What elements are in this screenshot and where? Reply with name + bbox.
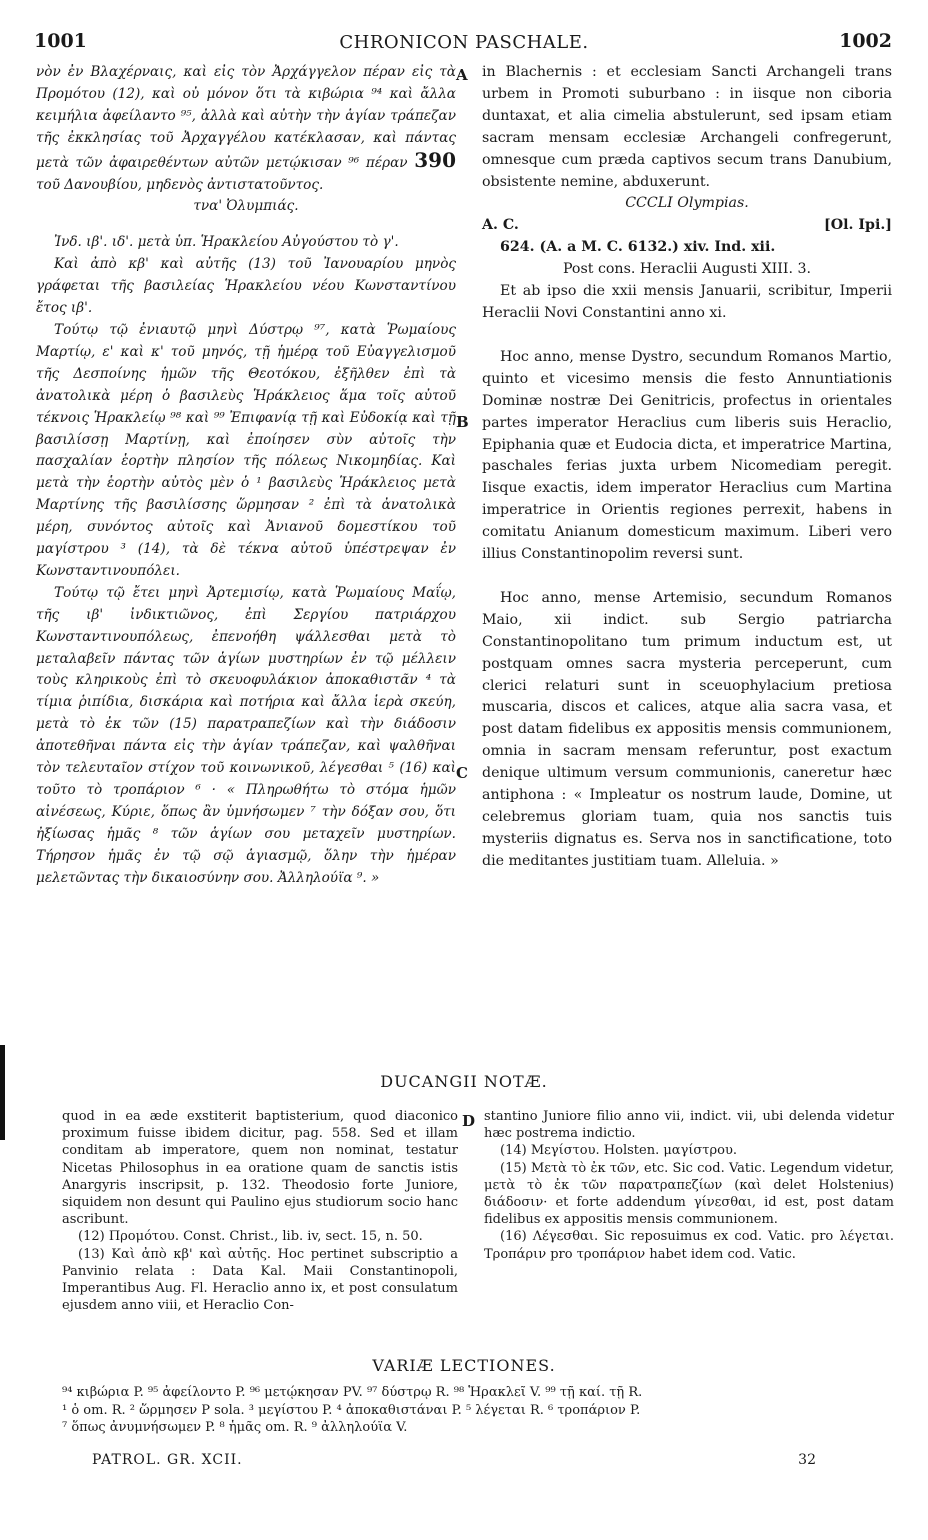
greek-olympiad: τνα' Ὀλυμπιάς. [193, 198, 299, 215]
margin-marker-b: B [456, 413, 469, 431]
running-title: CHRONICON PASCHALE. [339, 32, 589, 53]
greek-paragraph: Τούτῳ τῷ ἔτει μηνὶ Ἀρτεμισίῳ, κατὰ Ῥωμαίους Μαΐῳ, τῆς ιβ' ἰνδικτιῶνος, ἐπὶ Σεργίου πατριάρχου Κωνσταντινουπόλεως, ἐπενοήθη ψάλλεσθαι μετὰ τὸ μεταλαβεῖν πάντας τῶν ἁγίων μυστηρίων ἐν τῷ μέλλειν τοὺς κληρικοὺς ἐπὶ τὸ σκευοφυλάκιον ἀποκαθιστᾶν ⁴ τὰ τίμια ῥιπίδια, δισκάρια καὶ ποτήρια καὶ ἄλλα ἱερὰ σκεύη, μετὰ τὸ ἐκ τῶν (15) παρατραπεζίων καὶ τὴν διάδοσιν ἀποτεθῆναι πάντα εἰς τὴν ἁγίαν τράπεζαν, καὶ ψαλθῆναι τὸν τελευταῖον στίχον τοῦ κοινωνικοῦ, λέγεσθαι ⁵ (16) καὶ τοῦτο τὸ τροπάριον ⁶ · « Πληρωθήτω τὸ στόμα ἡμῶν αἰνέσεως, Κύριε, ὅπως ἂν ὑμνήσωμεν ⁷ τὴν δόξαν σου, ὅτι ἠξίωσας ἡμᾶς ⁸ τῶν ἁγίων σου μεταχεῖν μυστηρίων. Τήρησον ἡμᾶς ἐν τῷ σῷ ἁγιασμῷ, ὅλην τὴν ἡμέραν μελετῶντας τὴν δικαιοσύνην σου. Ἀλληλούϊα ⁹. » [36, 584, 456, 886]
note-paragraph: quod in ea æde exstiterit baptisterium, quod diaconico proximum fuisse ibidem dicitur, pag. 558. Sed et illam conditam ab imperatore, quem non nominat, testatur Nicetas Philosophus in ea oratione quam de sanctis istis Anargyris inscripsit, p. 132. Theodosio forte Juniore, siquidem non desunt qui Paulino ejus studiorum socio hanc ascribunt. [62, 1109, 458, 1228]
year-entry: 624. (A. a M. C. 6132.) xiv. Ind. xii. [500, 239, 776, 256]
greek-paragraph: νὸν ἐν Βλαχέρναις, καὶ εἰς τὸν Ἀρχάγγελον πέραν εἰς τὰ Προμότου (12), καὶ οὐ μόνον ὅτι τὰ κιβώρια ⁹⁴ καὶ ἄλλα κειμήλια ἀφείλαντο ⁹⁵, ἀλλὰ καὶ αὐτὴν τὴν ἁγίαν τράπεζαν τῆς ἐκκλησίας τοῦ Ἀρχαγγέλου κατέκλασαν, καὶ πάντας μετὰ τῶν ἀφαιρεθέντων αὐτῶν μετῴκισαν ⁹⁶ πέραν 390 τοῦ Δανουβίου, μηδενὸς ἀντιστατοῦντος. [36, 64, 456, 193]
consulate-line: Post cons. Heraclii Augusti XIII. 3. [562, 261, 812, 278]
variant-line: ¹ ὁ om. R. ² ὥρμησεν P sola. ³ μεγίστου P. ⁴ ἀποκαθιστάναι P. ⁵ λέγεται R. ⁶ τροπάριον P. [62, 1402, 641, 1418]
scan-edge-mark [0, 1045, 5, 1140]
olympiad-ref: [Ol. Ipi.] [824, 217, 892, 234]
greek-paragraph: Καὶ ἀπὸ κβ' καὶ αὐτῆς (13) τοῦ Ἰανουαρίου μηνὸς γράφεται τῆς βασιλείας Ἡρακλείου νέου Κωνσταντίνου ἔτος ιβ'. [36, 256, 456, 317]
page-number-right: 1002 [839, 30, 892, 52]
footer-volume: PATROL. GR. XCII. [92, 1452, 243, 1468]
note-paragraph: (14) Μεγίστου. Holsten. μαγίστρου. [500, 1143, 738, 1159]
note-paragraph: (12) Προμότου. Const. Christ., lib. iv, sect. 15, n. 50. [78, 1229, 423, 1245]
notes-right-column [484, 1108, 894, 1263]
margin-marker-c: C [456, 764, 468, 782]
greek-column [36, 62, 456, 890]
column-number-390: 390 [414, 147, 456, 172]
note-paragraph: (13) Καὶ ἀπὸ κβ' καὶ αὐτῆς. Hoc pertinet subscriptio a Panvinio relata : Data Kal. Maii Constantinopoli, Imperantibus Aug. Fl. Heraclio anno ix, et post consulatum ejusdem anno viii, et Heraclio Con- [62, 1246, 458, 1314]
year-line [482, 215, 892, 237]
latin-column [482, 62, 892, 873]
footer-signature: 32 [798, 1452, 816, 1468]
note-paragraph: (16) Λέγεσθαι. Sic reposuimus ex cod. Vatic. pro λέγεται. Τροπάριν pro τροπάριον habet idem cod. Vatic. [484, 1229, 894, 1262]
latin-paragraph: Et ab ipso die xxii mensis Januarii, scribitur, Imperii Heraclii Novi Constantini anno xi. [482, 283, 892, 321]
variae-lectiones-title: VARIÆ LECTIONES. [372, 1356, 556, 1375]
latin-paragraph: Hoc anno, mense Artemisio, secundum Romanos Maio, xii indict. sub Sergio patriarcha Constantinopolitano tum primum inductum est, ut postquam omnes sacra mysteria perceperunt, cum clerici relaturi sunt in sceuophylacium pretiosa muscaria, discos et calices, atque alia sacra vasa, et post datam fidelibus ex appositis mensis communionem, omnia in sacram mensam referuntur, post exactum denique ultimum versum communionis, caneretur hæc antiphona : « Impleatur os nostrum laude, Domine, ut celebremus gloriam tuam, quia nos sanctis tuis mysteriis dignatus es. Serva nos in sanctificatione, toto die meditantes justitiam tuam. Alleluia. » [482, 589, 892, 869]
note-paragraph: (15) Μετὰ τὸ ἐκ τῶν, etc. Sic cod. Vatic. Legendum videtur, μετὰ τὸ ἐκ τῶν παρατραπεζίων (καὶ delet Holstenius) διάδοσιν· et forte addendum γίνεσθαι, id est, post datam fidelibus ex appositis mensis communionem. [484, 1160, 894, 1228]
notes-left-column [62, 1108, 458, 1314]
latin-paragraph: Hoc anno, mense Dystro, secundum Romanos Martio, quinto et vicesimo mensis die festo Annuntiationis Dominæ nostræ Dei Genitricis, profectus in orientales partes imperator Heraclius cum liberis suis Heraclio, Epiphania quæ et Eudocia dicta, et imperatrice Martina, paschales ferias juxta urbem Nicomediam peregit. Iisque exactis, idem imperator Heraclius cum Martina imperatrice in Orientis regiones perrexit, habens in comitatu Anianum domesticum maximum. Liberi vero illius Constantinopolim reversi sunt. [482, 348, 892, 563]
note-paragraph: stantino Juniore filio anno vii, indict. vii, ubi delenda videtur hæc postrema indictio. [484, 1109, 894, 1142]
greek-paragraph: Τούτῳ τῷ ἐνιαυτῷ μηνὶ Δύστρῳ ⁹⁷, κατὰ Ῥωμαίους Μαρτίῳ, ε' καὶ κ' τοῦ μηνός, τῇ ἡμέρᾳ τοῦ Εὐαγγελισμοῦ τῆς Δεσποίνης ἡμῶν τῆς Θεοτόκου, ἐξῆλθεν ἐπὶ τὰ ἀνατολικὰ μέρη ὁ βασιλεὺς Ἡράκλειος ἅμα τοῖς αὐτοῦ τέκνοις Ἡρακλείῳ ⁹⁸ καὶ ⁹⁹ Ἐπιφανίᾳ τῇ καὶ Εὐδοκίᾳ καὶ τῇ βασιλίσσῃ Μαρτίνῃ, καὶ ἐποίησεν σὺν αὐτοῖς τὴν πασχαλίαν ἑορτὴν πλησίον τῆς πόλεως Νικομηδίας. Καὶ μετὰ τὴν ἑορτὴν αὐτὸς μὲν ὁ ¹ βασιλεὺς Ἡράκλειος μετὰ Μαρτίνης τῆς βασιλίσσης ὥρμησαν ² ἐπὶ τὰ ἀνατολικὰ μέρη, συνόντος αὐτοῖς καὶ Ἀνιανοῦ δομεστίκου τοῦ μαγίστρου ³ (14), τὰ δὲ τέκνα αὐτοῦ ὑπέστρεψαν ἐν Κωνσταντινουπόλει. [36, 321, 456, 579]
latin-olympiad: CCCLI Olympias. [625, 195, 749, 212]
anno-christi-label: A. C. [482, 217, 519, 234]
margin-marker-d: D [462, 1112, 476, 1130]
margin-marker-a: A [456, 66, 468, 84]
variant-line: ⁹⁴ κιβώρια P. ⁹⁵ ἀφείλοντο P. ⁹⁶ μετῴκησαν PV. ⁹⁷ δύστρῳ R. ⁹⁸ Ἡρακλεῖ V. ⁹⁹ τῇ καί. τῇ R. [62, 1385, 643, 1400]
ducangii-notes-title: DUCANGII NOTÆ. [380, 1072, 548, 1091]
greek-indiction: Ἰνδ. ιβ'. ιδ'. μετὰ ὑπ. Ἡρακλείου Αὐγούστου τὸ γ'. [54, 234, 399, 251]
variant-readings [62, 1384, 894, 1437]
variant-line: ⁷ ὅπως ἀνυμνήσωμεν P. ⁸ ἡμᾶς om. R. ⁹ ἀλληλούϊα V. [62, 1420, 408, 1435]
latin-paragraph: in Blachernis : et ecclesiam Sancti Archangeli trans urbem in Promoti suburbano : in iisque non ciboria duntaxat, et alia cimelia abstulerunt, sed ipsam etiam sacram mensam ecclesiæ Archangeli confregerunt, omnesque cum præda captivos secum trans Danubium, obsistente nemine, abduxerunt. [482, 64, 892, 190]
page-number-left: 1001 [34, 30, 87, 52]
